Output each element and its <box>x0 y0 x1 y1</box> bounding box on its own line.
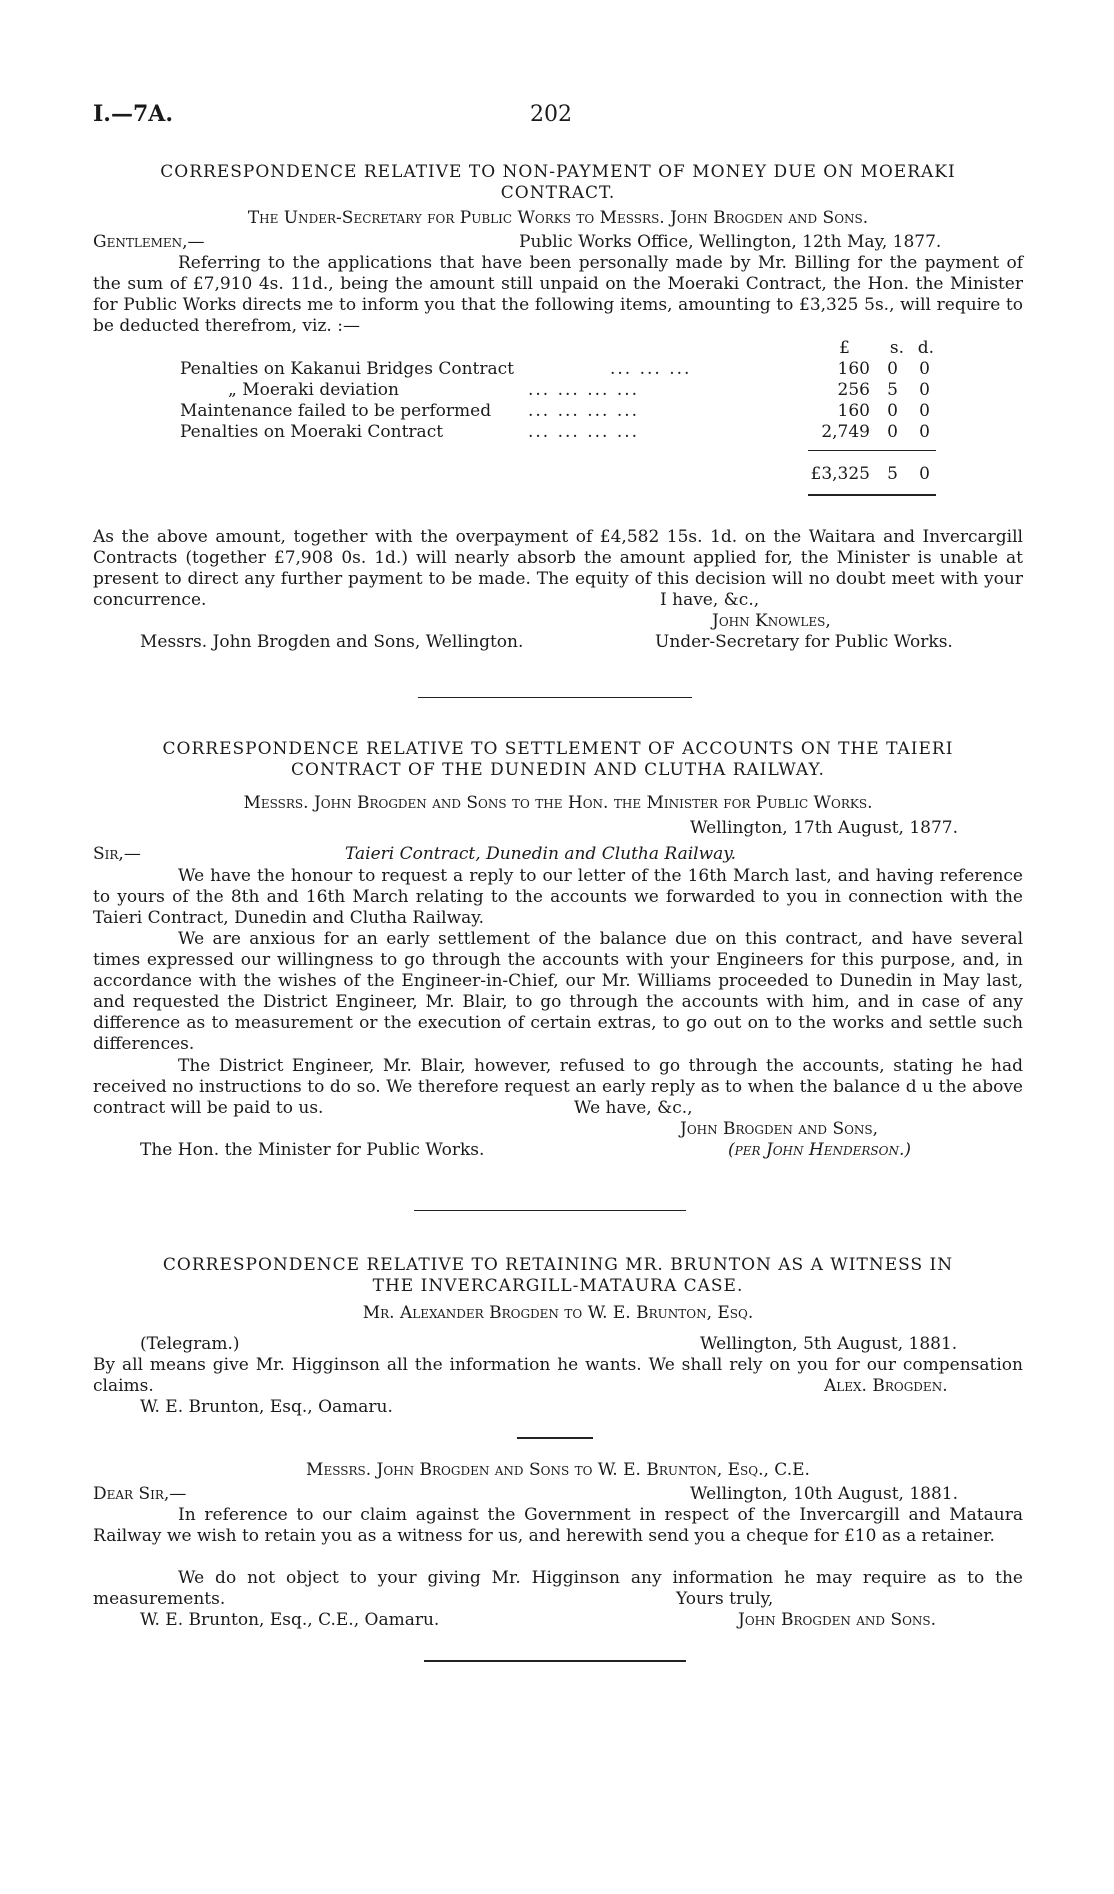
section1-place-date: Public Works Office, Wellington, 12th May, 1877. <box>519 232 942 252</box>
total-pence: 0 <box>919 464 930 484</box>
item-leader: ... ... ... ... <box>528 401 640 421</box>
section3-telegram-label: (Telegram.) <box>140 1334 240 1354</box>
letter2-sign-off: Yours truly, <box>676 1589 774 1609</box>
item-pence: 0 <box>919 422 930 442</box>
section3-title-line2: THE INVERCARGILL-MATAURA CASE. <box>372 1276 744 1296</box>
section1-signer-title: Under-Secretary for Public Works. <box>655 632 953 652</box>
letter2-paragraph1: In reference to our claim against the Government in respect of the Invercargill and Mataura Railway we wish to retain you as a witness for us, and herewith send you a cheque for £10 as a retainer. <box>93 1505 1023 1546</box>
section3-place-date: Wellington, 5th August, 1881. <box>700 1334 958 1354</box>
section1-title-line2: CONTRACT. <box>500 183 616 203</box>
section2-paragraph3: The District Engineer, Mr. Blair, however, refused to go through the accounts, stating he had received no instructions to do so. We therefore request an early reply as to when the balance d u the above contract will be paid to us. <box>93 1056 1023 1118</box>
item-pounds: 256 <box>837 380 870 400</box>
report-code: I.—7A. <box>93 101 173 127</box>
letter2-place-date: Wellington, 10th August, 1881. <box>690 1484 959 1504</box>
section1-salutation: Gentlemen,— <box>93 232 205 252</box>
section2-signer-per: (per John Henderson.) <box>728 1140 912 1160</box>
section2-salutation: Sir,— <box>93 844 141 864</box>
item-pounds: 160 <box>837 401 870 421</box>
section2-paragraph1: We have the honour to request a reply to our letter of the 16th March last, and having reference to yours of the 8th and 16th March relating to the accounts we forwarded to you in connection with the Taieri Contract, Dunedin and Clutha Railway. <box>93 866 1023 928</box>
item-label: Penalties on Kakanui Bridges Contract <box>180 359 514 379</box>
section2-subject: Taieri Contract, Dunedin and Clutha Railway. <box>345 844 737 864</box>
page-number: 202 <box>530 102 572 127</box>
section2-place-date: Wellington, 17th August, 1877. <box>690 818 959 838</box>
section1-from-to: The Under-Secretary for Public Works to Messrs. John Brogden and Sons. <box>247 208 869 228</box>
section3-addressee: W. E. Brunton, Esq., Oamaru. <box>140 1397 393 1417</box>
item-pounds: 2,749 <box>821 422 870 442</box>
section1-body: Referring to the applications that have been personally made by Mr. Billing for the payment of the sum of £7,910 4s. 11d., being the amount still unpaid on the Moeraki Contract, the Hon. the Minister for Public Works directs me to inform you that the following items, amounting to £3,325 5s., will require to be deducted therefrom, viz. :— <box>93 253 1023 336</box>
item-leader: ... ... ... ... <box>528 422 640 442</box>
col-header-shillings: s. <box>889 338 904 358</box>
section-divider <box>414 1210 686 1211</box>
section2-signer: John Brogden and Sons, <box>680 1119 879 1139</box>
item-pence: 0 <box>919 401 930 421</box>
letter2-from-to: Messrs. John Brogden and Sons to W. E. Brunton, Esq., C.E. <box>306 1460 810 1480</box>
item-shillings: 0 <box>887 422 898 442</box>
letter2-salutation: Dear Sir,— <box>93 1484 187 1504</box>
section1-addressee: Messrs. John Brogden and Sons, Wellington. <box>140 632 524 652</box>
item-label: „ Moeraki deviation <box>228 380 399 400</box>
total-shillings: 5 <box>887 464 898 484</box>
total-pounds: £3,325 <box>810 464 870 484</box>
letter-divider <box>517 1437 593 1439</box>
letter2-signer: John Brogden and Sons. <box>738 1610 937 1630</box>
section3-signer: Alex. Brogden. <box>824 1376 948 1396</box>
section1-sign-off: I have, &c., <box>660 590 760 610</box>
section1-title-line1: CORRESPONDENCE RELATIVE TO NON-PAYMENT OF MONEY DUE ON MOERAKI <box>160 162 956 182</box>
item-shillings: 5 <box>887 380 898 400</box>
col-header-pounds: £ <box>839 338 850 358</box>
item-label: Maintenance failed to be performed <box>180 401 492 421</box>
section2-title-line1: CORRESPONDENCE RELATIVE TO SETTLEMENT OF ACCOUNTS ON THE TAIERI <box>162 739 954 759</box>
section2-paragraph2: We are anxious for an early settlement of the balance due on this contract, and have several times expressed our willingness to go through the accounts with your Engineers for this purpose, and, in accordance with the wishes of the Engineer-in-Chief, our Mr. Williams proceeded to Dunedin in May last, and requested the District Engineer, Mr. Blair, to go through the accounts with him, and in case of any difference as to measurement or the execution of certain extras, to go out on to the works and settle such differences. <box>93 929 1023 1054</box>
section2-title-line2: CONTRACT OF THE DUNEDIN AND CLUTHA RAILWAY. <box>291 760 825 780</box>
item-shillings: 0 <box>887 401 898 421</box>
section3-title-line1: CORRESPONDENCE RELATIVE TO RETAINING MR. BRUNTON AS A WITNESS IN <box>162 1255 954 1275</box>
section3-from-to: Mr. Alexander Brogden to W. E. Brunton, Esq. <box>362 1303 754 1323</box>
section2-from-to: Messrs. John Brogden and Sons to the Hon. the Minister for Public Works. <box>243 793 873 813</box>
section1-closing-paragraph: As the above amount, together with the overpayment of £4,582 15s. 1d. on the Waitara and Invercargill Contracts (together £7,908 0s. 1d.) will nearly absorb the amount applied for, the Minister is unable at present to direct any further payment to be made. The equity of this decision will no doubt meet with your concurrence. <box>93 527 1023 610</box>
total-double-rule <box>808 494 936 496</box>
section-divider <box>424 1660 686 1662</box>
item-leader: ... ... ... <box>610 359 692 379</box>
total-rule <box>808 450 936 451</box>
item-leader: ... ... ... ... <box>528 380 640 400</box>
letter2-paragraph2: We do not object to your giving Mr. Higginson any information he may require as to the measurements. <box>93 1568 1023 1609</box>
item-label: Penalties on Moeraki Contract <box>180 422 444 442</box>
item-pence: 0 <box>919 380 930 400</box>
letter2-addressee: W. E. Brunton, Esq., C.E., Oamaru. <box>140 1610 440 1630</box>
col-header-pence: d. <box>917 338 934 358</box>
section3-telegram-body: By all means give Mr. Higginson all the information he wants. We shall rely on you for our compensation claims. <box>93 1355 1023 1396</box>
section2-addressee: The Hon. the Minister for Public Works. <box>140 1140 485 1160</box>
item-pence: 0 <box>919 359 930 379</box>
section1-signer: John Knowles, <box>712 611 831 631</box>
section-divider <box>418 697 692 698</box>
item-shillings: 0 <box>887 359 898 379</box>
section2-sign-off: We have, &c., <box>574 1098 693 1118</box>
item-pounds: 160 <box>837 359 870 379</box>
